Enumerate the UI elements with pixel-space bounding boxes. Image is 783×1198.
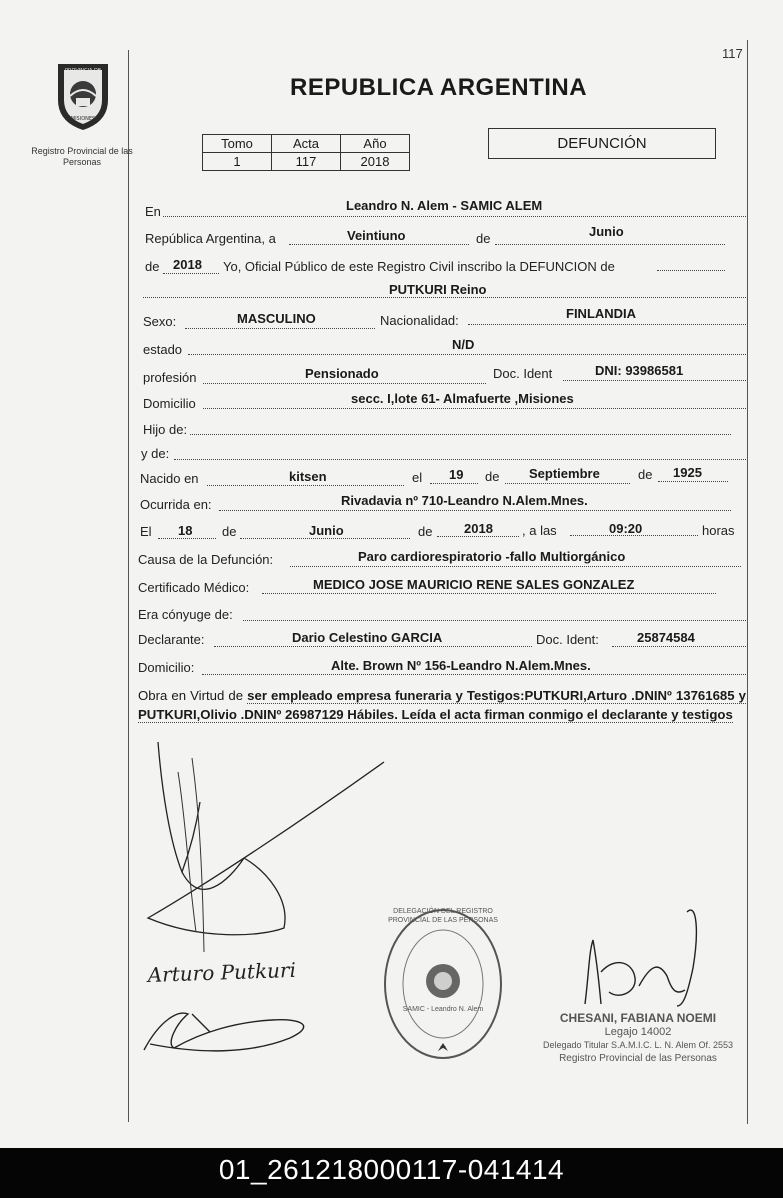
field-def-anio: 2018	[464, 521, 493, 536]
field-profesion: Pensionado	[305, 366, 379, 381]
dotted-line	[203, 383, 486, 384]
field-def-dia: 18	[178, 523, 193, 538]
label-conyuge: Era cónyuge de:	[138, 607, 233, 622]
label-domicilio-declarante: Domicilio:	[138, 660, 195, 675]
field-def-mes: Junio	[309, 523, 344, 538]
field-sexo: MASCULINO	[237, 311, 316, 326]
official-stamp	[380, 905, 506, 1063]
label-en: En	[145, 204, 161, 219]
label-doc-ident: Doc. Ident	[493, 366, 553, 381]
official-legajo: Legajo 14002	[604, 1026, 672, 1038]
dotted-line	[163, 216, 746, 217]
label-sexo: Sexo:	[143, 314, 177, 329]
field-doc: DNI: 93986581	[595, 363, 684, 378]
anio-value: 2018	[341, 153, 410, 171]
field-nacionalidad: FINLANDIA	[566, 306, 637, 321]
dotted-line	[505, 483, 630, 484]
label-y-de: y de:	[141, 446, 170, 461]
document-type-box: DEFUNCIÓN	[488, 128, 716, 159]
dotted-line	[214, 646, 532, 647]
anio-header: Año	[341, 135, 410, 153]
witness-signatures	[140, 732, 400, 1062]
tomo-header: Tomo	[203, 135, 272, 153]
page-number: 117	[722, 46, 743, 61]
field-obra: ser empleado empresa funeraria y Testigos:PUTKURI,Arturo .DNINº 13761685 y PUTKURI,Olivio .DNINº 26987129 Hábiles. Leída el acta firman conmigo el declarante y testigos	[138, 688, 746, 722]
field-declarante: Dario Celestino GARCIA	[292, 630, 443, 645]
misiones-coat-of-arms-logo	[52, 60, 114, 132]
dotted-line	[290, 566, 741, 567]
dotted-line	[188, 354, 746, 355]
dotted-line	[495, 244, 725, 245]
dotted-line	[430, 483, 478, 484]
field-nacido-mes: Septiembre	[529, 466, 600, 481]
dotted-line	[202, 674, 746, 675]
label-de-anio: de	[145, 259, 160, 274]
field-anio: 2018	[173, 257, 202, 272]
acta-header: Acta	[272, 135, 341, 153]
official-signature	[575, 892, 725, 1022]
tomo-value: 1	[203, 153, 272, 171]
label-doc-ident-declarante: Doc. Ident:	[536, 632, 599, 647]
label-causa: Causa de la Defunción:	[138, 552, 274, 567]
field-dia: Veintiuno	[347, 228, 406, 243]
official-role: Delegado Titular S.A.M.I.C. L. N. Alem Of. 2553	[542, 1040, 734, 1050]
dotted-line	[468, 324, 746, 325]
label-a-las: , a las	[522, 523, 557, 538]
label-de: de	[222, 524, 237, 539]
dotted-line	[289, 244, 469, 245]
stamp-text: DELEGACIÓN DEL REGISTRO PROVINCIAL DE LAS PERSONAS	[388, 908, 498, 924]
label-domicilio: Domicilio	[143, 396, 196, 411]
label-obra: Obra en Virtud de	[138, 688, 244, 703]
dotted-line	[174, 459, 746, 460]
label-horas: horas	[702, 523, 735, 538]
label-el: el	[412, 470, 423, 485]
official-name: CHESANI, FABIANA NOEMI	[559, 1011, 717, 1025]
label-certificado: Certificado Médico:	[138, 580, 250, 595]
field-nacido-dia: 19	[449, 467, 464, 482]
official-registry: Registro Provincial de las Personas	[559, 1053, 717, 1064]
dotted-line	[185, 328, 375, 329]
field-declarante-domicilio: Alte. Brown Nº 156-Leandro N.Alem.Mnes.	[331, 658, 591, 673]
dotted-line	[658, 481, 728, 482]
left-margin-rule	[128, 50, 129, 1122]
label-de: de	[485, 469, 500, 484]
label-declarante: Declarante:	[138, 632, 205, 647]
label-el-cap: El	[140, 524, 152, 539]
dotted-line	[563, 380, 746, 381]
dotted-line	[243, 620, 746, 621]
dotted-line	[190, 434, 731, 435]
document-id: 01_261218000117-041414	[218, 1154, 565, 1185]
label-nacido-en: Nacido en	[140, 471, 199, 486]
dotted-line	[203, 408, 746, 409]
svg-text:PROVINCIA DE: PROVINCIA DE	[65, 68, 101, 74]
document-title: REPUBLICA ARGENTINA	[290, 74, 588, 101]
label-inscribo: Yo, Oficial Público de este Registro Civil inscribo la DEFUNCION de	[223, 259, 615, 274]
field-nombre: PUTKURI Reino	[389, 282, 487, 297]
dotted-line	[657, 270, 725, 271]
field-mes: Junio	[589, 224, 624, 239]
label-nacionalidad: Nacionalidad:	[380, 313, 459, 328]
label-estado: estado	[143, 342, 183, 357]
label-profesion: profesión	[143, 370, 197, 385]
svg-text:MISIONES: MISIONES	[70, 116, 96, 122]
field-nacido-anio: 1925	[673, 465, 702, 480]
dotted-line	[612, 646, 746, 647]
field-lugar: Leandro N. Alem - SAMIC ALEM	[346, 198, 543, 213]
record-reference-table	[202, 134, 410, 171]
field-declarante-doc: 25874584	[637, 630, 695, 645]
dotted-line	[163, 273, 219, 274]
field-medico: MEDICO JOSE MAURICIO RENE SALES GONZALEZ	[313, 577, 635, 592]
obra-paragraph	[138, 686, 746, 724]
field-nacido-lugar: kitsen	[289, 469, 327, 484]
dotted-line	[240, 538, 410, 539]
field-causa: Paro cardiorespiratorio -fallo Multiorgánico	[358, 549, 626, 564]
field-estado: N/D	[452, 337, 475, 352]
label-de: de	[638, 467, 653, 482]
dotted-line	[437, 536, 519, 537]
field-def-hora: 09:20	[609, 521, 643, 536]
label-de: de	[418, 524, 433, 539]
field-domicilio: secc. I,lote 61- Almafuerte ,Misiones	[351, 391, 574, 406]
stamp-inner-text: SAMIC - Leandro N. Alem	[402, 1006, 484, 1013]
label-de: de	[476, 231, 491, 246]
label-ocurrida-en: Ocurrida en:	[140, 497, 212, 512]
logo-caption: Registro Provincial de las Personas	[31, 146, 133, 167]
dotted-line	[158, 538, 216, 539]
witness-signature-arturo: Arturo Putkuri	[147, 957, 297, 987]
dotted-line	[262, 593, 716, 594]
label-hijo-de: Hijo de:	[143, 422, 188, 437]
dotted-line	[219, 510, 731, 511]
label-republica: República Argentina, a	[145, 231, 276, 246]
right-margin-rule	[747, 40, 748, 1124]
dotted-line	[207, 485, 404, 486]
acta-value: 117	[272, 153, 341, 171]
dotted-line	[143, 297, 746, 298]
field-ocurrida: Rivadavia nº 710-Leandro N.Alem.Mnes.	[341, 493, 588, 508]
